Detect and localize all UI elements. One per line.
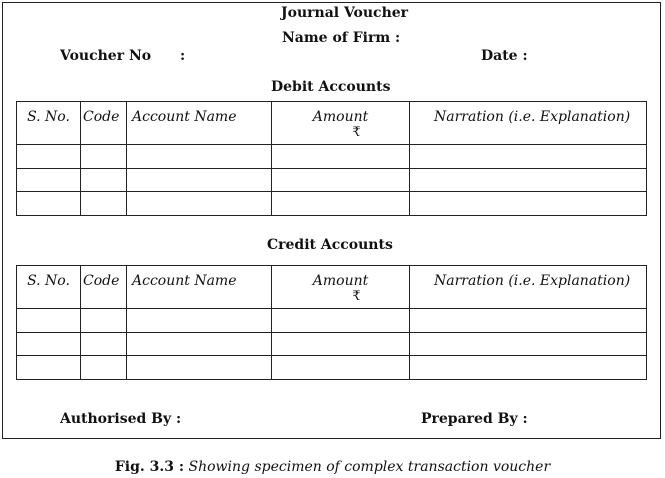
- cell-code[interactable]: [81, 332, 127, 356]
- column-header-narration: Narration (i.e. Explanation): [410, 102, 647, 145]
- cell-sno[interactable]: [17, 332, 81, 356]
- cell-account-name[interactable]: [127, 332, 272, 356]
- credit-accounts-table: [16, 265, 647, 380]
- column-header-account-name: Account Name: [127, 102, 272, 145]
- column-header-narration: Narration (i.e. Explanation): [410, 266, 647, 309]
- amount-label: Amount: [312, 273, 369, 289]
- debit-accounts-heading: Debit Accounts: [271, 79, 391, 95]
- table-row: [17, 356, 647, 380]
- table-row: [17, 332, 647, 356]
- cell-account-name[interactable]: [127, 192, 272, 216]
- cell-narration[interactable]: [410, 332, 647, 356]
- table-row: [17, 309, 647, 333]
- voucher-title: Journal Voucher: [281, 5, 409, 21]
- cell-narration[interactable]: [410, 309, 647, 333]
- column-header-amount: [272, 102, 410, 145]
- figure-description: Showing specimen of complex transaction voucher: [188, 459, 551, 475]
- cell-narration[interactable]: [410, 356, 647, 380]
- cell-narration[interactable]: [410, 168, 647, 192]
- cell-sno[interactable]: [17, 145, 81, 169]
- amount-label: Amount: [312, 109, 369, 125]
- cell-account-name[interactable]: [127, 168, 272, 192]
- table-header-row: [17, 102, 647, 145]
- table-row: [17, 192, 647, 216]
- cell-account-name[interactable]: [127, 309, 272, 333]
- rupee-icon: ₹: [352, 289, 361, 304]
- cell-narration[interactable]: [410, 192, 647, 216]
- credit-accounts-heading: Credit Accounts: [267, 237, 393, 253]
- column-header-account-name: Account Name: [127, 266, 272, 309]
- table-header-row: [17, 266, 647, 309]
- authorised-by-label: Authorised By :: [60, 411, 182, 427]
- cell-amount[interactable]: [272, 356, 410, 380]
- cell-code[interactable]: [81, 192, 127, 216]
- prepared-by-label: Prepared By :: [421, 411, 528, 427]
- rupee-icon: ₹: [352, 125, 361, 140]
- figure-caption: [0, 459, 665, 475]
- cell-amount[interactable]: [272, 309, 410, 333]
- column-header-sno: S. No.: [17, 266, 81, 309]
- cell-amount[interactable]: [272, 145, 410, 169]
- table-row: [17, 145, 647, 169]
- column-header-sno: S. No.: [17, 102, 81, 145]
- cell-account-name[interactable]: [127, 356, 272, 380]
- cell-sno[interactable]: [17, 168, 81, 192]
- cell-code[interactable]: [81, 168, 127, 192]
- cell-amount[interactable]: [272, 192, 410, 216]
- cell-narration[interactable]: [410, 145, 647, 169]
- column-header-code: Code: [81, 102, 127, 145]
- cell-account-name[interactable]: [127, 145, 272, 169]
- debit-accounts-table: [16, 101, 647, 216]
- cell-amount[interactable]: [272, 332, 410, 356]
- cell-sno[interactable]: [17, 192, 81, 216]
- cell-code[interactable]: [81, 145, 127, 169]
- firm-name-label: Name of Firm :: [282, 30, 401, 46]
- figure-number: Fig. 3.3 :: [114, 459, 185, 475]
- cell-sno[interactable]: [17, 309, 81, 333]
- cell-code[interactable]: [81, 356, 127, 380]
- cell-sno[interactable]: [17, 356, 81, 380]
- column-header-amount: [272, 266, 410, 309]
- date-label: Date :: [481, 48, 528, 64]
- column-header-code: Code: [81, 266, 127, 309]
- cell-amount[interactable]: [272, 168, 410, 192]
- voucher-no-colon: :: [180, 48, 186, 64]
- cell-code[interactable]: [81, 309, 127, 333]
- voucher-no-label: Voucher No: [60, 48, 152, 64]
- table-row: [17, 168, 647, 192]
